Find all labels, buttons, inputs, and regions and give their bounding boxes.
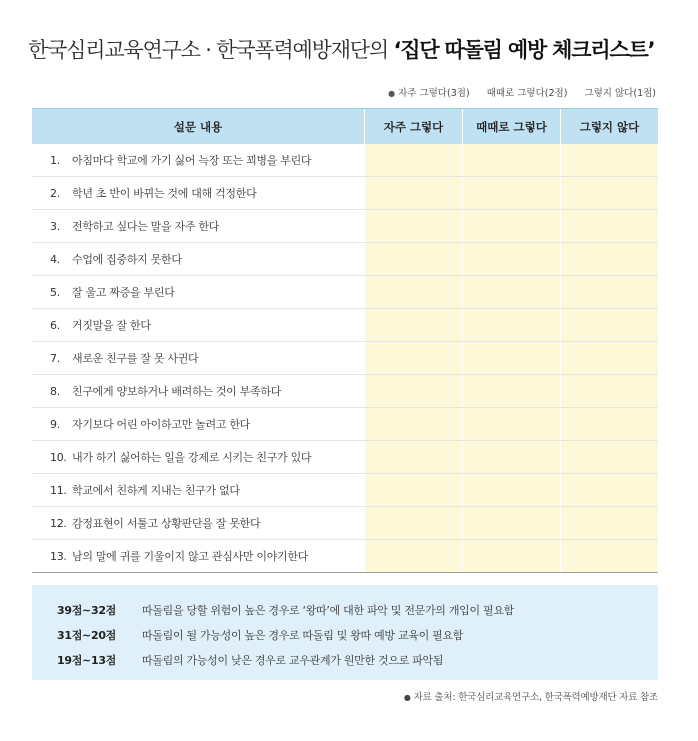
table-row xyxy=(32,177,658,210)
question-cell xyxy=(32,276,364,308)
table-row xyxy=(32,309,658,342)
answer-cell-often[interactable] xyxy=(364,540,462,572)
question-number: 4. xyxy=(50,252,60,266)
answer-cell-often[interactable] xyxy=(364,210,462,242)
answer-cell-never[interactable] xyxy=(560,342,658,374)
question-text: 자기보다 어린 아이하고만 놀려고 한다 xyxy=(72,418,251,431)
question-text: 친구에게 양보하거나 배려하는 것이 부족하다 xyxy=(72,385,281,398)
result-row xyxy=(32,597,658,622)
answer-cell-sometimes[interactable] xyxy=(462,210,560,242)
answer-cell-sometimes[interactable] xyxy=(462,474,560,506)
answer-cell-often[interactable] xyxy=(364,507,462,539)
answer-cell-often[interactable] xyxy=(364,309,462,341)
question-text: 감정표현이 서툴고 상황판단을 잘 못한다 xyxy=(72,517,261,530)
question-cell xyxy=(32,375,364,407)
answer-cell-sometimes[interactable] xyxy=(462,309,560,341)
question-number: 6. xyxy=(50,318,60,332)
answer-cell-sometimes[interactable] xyxy=(462,243,560,275)
question-number: 9. xyxy=(50,417,60,431)
answer-cell-never[interactable] xyxy=(560,144,658,176)
result-row xyxy=(32,622,658,647)
table-row xyxy=(32,276,658,309)
question-cell xyxy=(32,243,364,275)
source-note xyxy=(404,689,658,703)
question-cell xyxy=(32,540,364,572)
answer-cell-never[interactable] xyxy=(560,507,658,539)
result-box xyxy=(32,585,658,680)
answer-cell-sometimes[interactable] xyxy=(462,144,560,176)
table-row xyxy=(32,144,658,177)
header-never: 그렇지 않다 xyxy=(560,109,658,144)
question-cell xyxy=(32,342,364,374)
table-header xyxy=(32,108,658,144)
answer-cell-often[interactable] xyxy=(364,474,462,506)
answer-cell-never[interactable] xyxy=(560,309,658,341)
answer-cell-never[interactable] xyxy=(560,276,658,308)
question-number: 7. xyxy=(50,351,60,365)
result-score: 19점~13점 xyxy=(57,653,116,667)
legend-never: 그렇지 않다(1점) xyxy=(584,88,656,99)
question-text: 남의 말에 귀를 기울이지 않고 관심사만 이야기한다 xyxy=(72,550,309,563)
question-number: 12. xyxy=(50,516,67,530)
question-number: 1. xyxy=(50,153,60,167)
answer-cell-never[interactable] xyxy=(560,540,658,572)
answer-cell-sometimes[interactable] xyxy=(462,375,560,407)
header-sometimes: 때때로 그렇다 xyxy=(462,109,560,144)
question-number: 10. xyxy=(50,450,67,464)
question-cell xyxy=(32,474,364,506)
question-cell xyxy=(32,144,364,176)
question-number: 13. xyxy=(50,549,67,563)
result-score: 31점~20점 xyxy=(57,628,116,642)
answer-cell-sometimes[interactable] xyxy=(462,540,560,572)
table-row xyxy=(32,210,658,243)
table-row xyxy=(32,408,658,441)
result-text: 따돌림을 당할 위험이 높은 경우로 ‘왕따’에 대한 파악 및 전문가의 개입이 필요함 xyxy=(142,603,514,617)
answer-cell-sometimes[interactable] xyxy=(462,342,560,374)
answer-cell-never[interactable] xyxy=(560,474,658,506)
result-text: 따돌림의 가능성이 낮은 경우로 교우관계가 원만한 것으로 파악됨 xyxy=(142,653,444,667)
answer-cell-often[interactable] xyxy=(364,144,462,176)
question-number: 5. xyxy=(50,285,60,299)
question-cell xyxy=(32,177,364,209)
header-often: 자주 그렇다 xyxy=(364,109,462,144)
answer-cell-often[interactable] xyxy=(364,441,462,473)
question-cell xyxy=(32,408,364,440)
answer-cell-never[interactable] xyxy=(560,408,658,440)
answer-cell-never[interactable] xyxy=(560,243,658,275)
table-row xyxy=(32,375,658,408)
page-title xyxy=(28,34,654,64)
answer-cell-sometimes[interactable] xyxy=(462,507,560,539)
question-cell xyxy=(32,210,364,242)
source-text: 자료 출처: 한국심리교육연구소, 한국폭력예방재단 자료 참조 xyxy=(413,692,658,703)
answer-cell-never[interactable] xyxy=(560,441,658,473)
question-cell xyxy=(32,309,364,341)
header-question: 설문 내용 xyxy=(173,119,223,134)
legend-sometimes: 때때로 그렇다(2점) xyxy=(486,88,568,99)
answer-cell-never[interactable] xyxy=(560,177,658,209)
question-text: 잘 울고 짜증을 부린다 xyxy=(72,286,175,299)
answer-cell-often[interactable] xyxy=(364,375,462,407)
question-text: 수업에 집중하지 못한다 xyxy=(72,253,182,266)
answer-cell-often[interactable] xyxy=(364,342,462,374)
table-row xyxy=(32,474,658,507)
table-body xyxy=(32,144,658,573)
answer-cell-never[interactable] xyxy=(560,210,658,242)
result-score: 39점~32점 xyxy=(57,603,116,617)
question-text: 전학하고 싶다는 말을 자주 한다 xyxy=(72,220,220,233)
answer-cell-sometimes[interactable] xyxy=(462,441,560,473)
answer-cell-often[interactable] xyxy=(364,276,462,308)
table-row xyxy=(32,243,658,276)
legend-bullet-icon: ● xyxy=(388,89,396,98)
question-number: 3. xyxy=(50,219,60,233)
result-row xyxy=(32,647,658,672)
question-cell xyxy=(32,507,364,539)
question-text: 학년 초 반이 바뀌는 것에 대해 걱정한다 xyxy=(72,187,257,200)
answer-cell-sometimes[interactable] xyxy=(462,276,560,308)
title-normal: 한국심리교육연구소 · 한국폭력예방재단의 xyxy=(28,38,394,62)
question-text: 아침마다 학교에 가기 싫어 늑장 또는 꾀병을 부린다 xyxy=(72,154,312,167)
question-text: 새로운 친구를 잘 못 사귄다 xyxy=(72,352,199,365)
answer-cell-often[interactable] xyxy=(364,177,462,209)
question-text: 거짓말을 잘 한다 xyxy=(72,319,151,332)
answer-cell-sometimes[interactable] xyxy=(462,408,560,440)
answer-cell-often[interactable] xyxy=(364,243,462,275)
table-row xyxy=(32,507,658,540)
question-number: 8. xyxy=(50,384,60,398)
legend-often: 자주 그렇다(3점) xyxy=(398,88,470,99)
table-row xyxy=(32,342,658,375)
table-row xyxy=(32,441,658,474)
question-cell xyxy=(32,441,364,473)
result-text: 따돌림이 될 가능성이 높은 경우로 따돌림 및 왕따 예방 교육이 필요함 xyxy=(142,628,464,642)
question-number: 11. xyxy=(50,483,67,497)
answer-cell-sometimes[interactable] xyxy=(462,177,560,209)
answer-cell-often[interactable] xyxy=(364,408,462,440)
scoring-legend xyxy=(388,85,656,99)
question-number: 2. xyxy=(50,186,60,200)
checklist-table xyxy=(32,108,658,573)
source-bullet-icon: ● xyxy=(403,693,411,702)
question-text: 학교에서 친하게 지내는 친구가 없다 xyxy=(72,484,240,497)
table-row xyxy=(32,540,658,573)
title-bold: ‘집단 따돌림 예방 체크리스트’ xyxy=(393,38,655,62)
question-text: 내가 하기 싫어하는 일을 강제로 시키는 친구가 있다 xyxy=(72,451,312,464)
answer-cell-never[interactable] xyxy=(560,375,658,407)
